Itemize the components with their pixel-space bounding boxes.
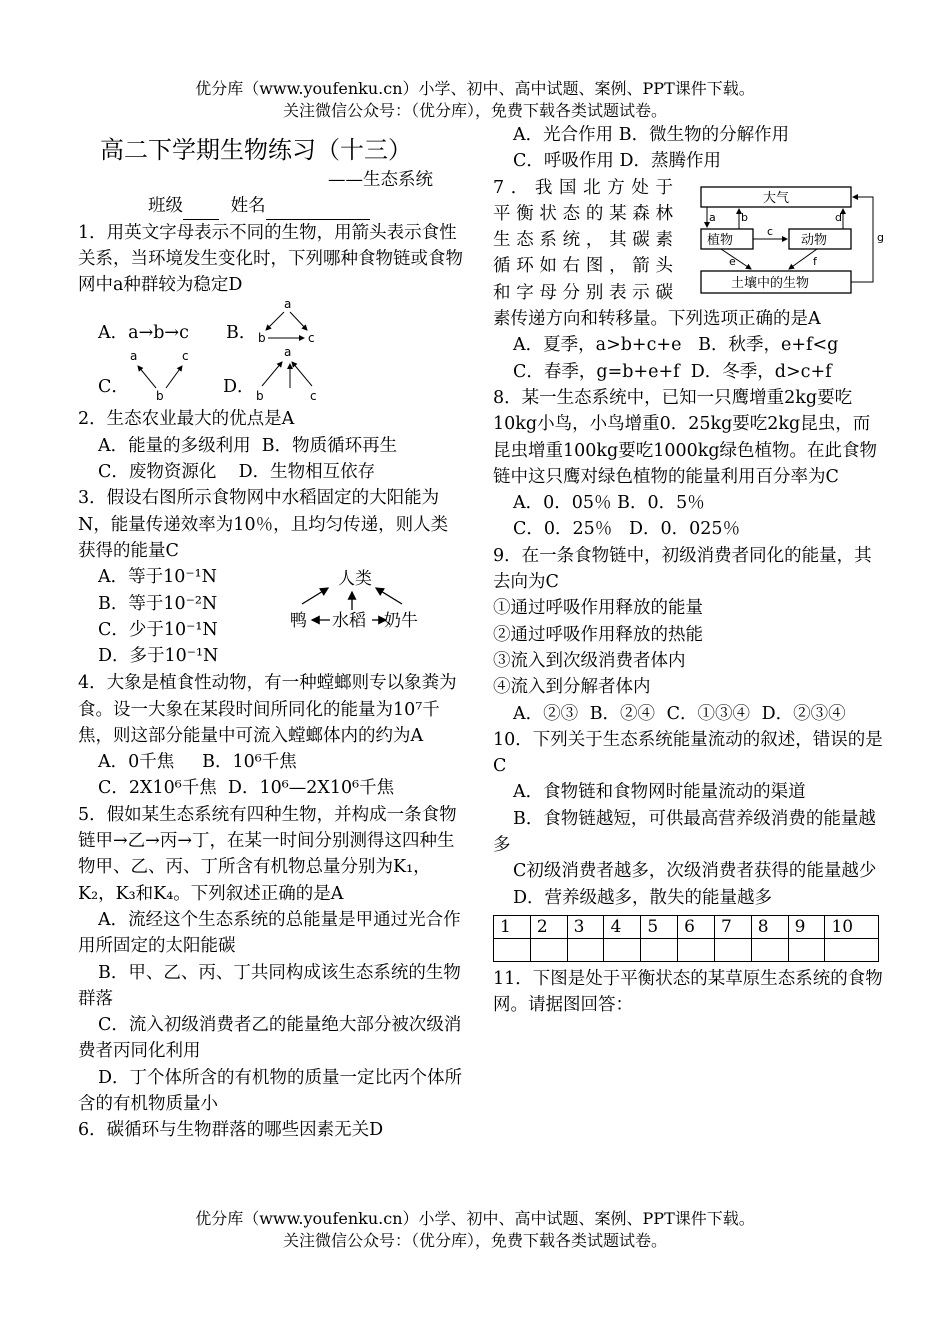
answer-cell[interactable] xyxy=(641,938,678,961)
q9-stem: 9．在一条食物链中，初级消费者同化的能量，其去向为C xyxy=(493,545,872,593)
q1d-node-b: b xyxy=(256,389,264,404)
answer-number: 1 xyxy=(494,915,531,938)
q7-stem-line-3: 生态系统，其碳素 xyxy=(493,230,673,251)
q2-options-row2 xyxy=(78,459,463,485)
footer xyxy=(0,1208,950,1252)
q10-option-c: C初级消费者越多，次级消费者获得的能量越少 xyxy=(513,861,877,882)
answer-cell[interactable] xyxy=(788,938,825,961)
q8-option-a: A．0．05％ xyxy=(513,493,612,514)
q10-option-b: B．食物链越短，可供最高营养级消费的能量越多 xyxy=(493,808,876,856)
q8-stem: 8．某一生态系统中，已知一只鹰增重2kg要吃10kg小鸟，小鸟增重0．25kg要吃2kg昆虫，而昆虫增重100kg要吃1000kg绿色植物。在此食物链中这只鹰对绿色植物的能量利用百分率为C xyxy=(493,387,878,487)
q7-options-row2 xyxy=(493,359,885,385)
q5-option-d: D．丁个体所含的有机物的质量一定比丙个体所含的有机物质量小 xyxy=(78,1067,463,1115)
q5-stem: 5．假如某生态系统有四种生物，并构成一条食物链甲→乙→丙→丁，在某一时间分别测得这四种生物甲、乙、丙、丁所含有机物总量分别为K₁，K₂，K₃和K₄。下列叙述正确的是A xyxy=(78,804,457,904)
answer-table xyxy=(493,915,879,962)
q1b-node-c: c xyxy=(308,331,315,346)
answer-table-header-row xyxy=(494,915,879,938)
answer-number: 9 xyxy=(788,915,825,938)
q8-option-d: D．0．025％ xyxy=(629,519,741,540)
q7-option-b: B．秋季，e+f<g xyxy=(698,335,839,356)
q7-option-a: A．夏季，a>b+c+e xyxy=(513,335,682,356)
q1c-node-b: b xyxy=(156,389,164,404)
q3-node-duck: 鸭 xyxy=(290,611,307,632)
q1-stem: 1．用英文字母表示不同的生物，用箭头表示食性关系，当环境发生变化时，下列哪种食物链或食物网中a种群较为稳定D xyxy=(78,222,463,296)
answer-cell[interactable] xyxy=(714,938,751,961)
answer-cell[interactable] xyxy=(678,938,715,961)
q1-option-a: A．a→b→c xyxy=(98,323,189,344)
q1b-node-b: b xyxy=(258,331,266,346)
q10-option-d: D．营养级越多，散失的能量越多 xyxy=(513,887,773,908)
q4-stem: 4．大象是植食性动物，有一种螳螂则专以象粪为食。设一大象在某段时间所同化的能量为10⁷千焦，则这部分能量中可流入螳螂体内的约为A xyxy=(78,673,457,746)
q7-node-plant: 植物 xyxy=(707,232,734,248)
answer-number: 5 xyxy=(641,915,678,938)
answer-cell[interactable] xyxy=(530,938,567,961)
q7-stem-line-2: 平衡状态的某森林 xyxy=(493,203,673,224)
q6-options-row2 xyxy=(493,148,885,174)
answer-cell[interactable] xyxy=(751,938,788,961)
q7-node-air: 大气 xyxy=(763,190,790,206)
q1-option-b: B． xyxy=(226,323,257,344)
q2-option-b: B．物质循环再生 xyxy=(261,435,398,456)
page-subtitle: ——生态系统 xyxy=(328,170,433,190)
q8-option-b: B．0．5％ xyxy=(617,493,705,514)
q1c-node-a: a xyxy=(130,350,138,364)
footer-line-1: 优分库（www.youfenku.cn）小学、初中、高中试题、案例、PPT课件下载。 xyxy=(195,1209,755,1228)
q6-stem: 6．碳循环与生物群落的哪些因素无关D xyxy=(78,1120,384,1141)
footer-line-2: 关注微信公众号：（优分库），免费下载各类试题试卷。 xyxy=(282,1231,667,1250)
q1-diagram-d xyxy=(250,344,330,404)
q7-carbon-cycle-diagram xyxy=(693,185,889,297)
q9-options: A．②③ B．②④ C．①③④ D．②③④ xyxy=(513,703,846,724)
header-line-2: 关注微信公众号：（优分库），免费下载各类试题试卷。 xyxy=(282,101,667,120)
q6-options-row1 xyxy=(493,122,885,148)
class-name-line xyxy=(148,193,463,219)
q1c-node-c: c xyxy=(182,350,189,364)
q1-option-c: C． xyxy=(98,377,129,398)
q7-block xyxy=(493,175,885,333)
answer-number: 7 xyxy=(714,915,751,938)
q11-stem: 11．下图是处于平衡状态的某草原生态系统的食物网。请据图回答： xyxy=(493,968,883,1016)
q9-item-1: ①通过呼吸作用释放的能量 xyxy=(493,598,703,619)
q6-option-b: B．微生物的分解作用 xyxy=(618,125,790,145)
q3-option-c: C．少于10⁻¹N xyxy=(98,619,218,640)
q8-options-row1 xyxy=(493,490,885,516)
q3-node-human: 人类 xyxy=(338,569,372,590)
q4-option-d: D．10⁶—2X10⁶千焦 xyxy=(227,778,395,799)
answer-cell[interactable] xyxy=(825,938,879,961)
q7-label-c: c xyxy=(767,224,774,238)
q3-options xyxy=(78,564,463,670)
name-label: 姓名 xyxy=(230,196,266,217)
answer-number: 6 xyxy=(678,915,715,938)
q1d-node-a: a xyxy=(284,345,292,360)
answer-number: 8 xyxy=(751,915,788,938)
q6-option-d: D．蒸腾作用 xyxy=(619,151,721,172)
q7-label-b: b xyxy=(741,210,748,224)
q7-stem-line-4: 循环如右图，箭头 xyxy=(493,256,673,277)
q6-option-a: A．光合作用 xyxy=(513,125,614,145)
q5-option-b: B．甲、乙、丙、丁共同构成该生态系统的生物群落 xyxy=(78,962,461,1009)
right-column xyxy=(493,122,885,1019)
q7-label-a: a xyxy=(709,210,716,224)
q7-stem-tail: 素传递方向和转移量。下列选项正确的是A xyxy=(493,309,821,330)
answer-cell[interactable] xyxy=(604,938,641,961)
answer-table-blank-row xyxy=(494,938,879,961)
q10-option-a: A．食物链和食物网时能量流动的渠道 xyxy=(513,782,806,803)
q7-option-d: D．冬季，d>c+f xyxy=(690,361,832,382)
q3-option-d: D．多于10⁻¹N xyxy=(98,646,219,667)
header-line-1: 优分库（www.youfenku.cn）小学、初中、高中试题、案例、PPT课件下载。 xyxy=(195,79,755,98)
q9-item-3: ③流入到次级消费者体内 xyxy=(493,650,686,671)
q7-node-animal: 动物 xyxy=(801,232,828,248)
class-blank[interactable] xyxy=(183,201,219,220)
q4-option-c: C．2X10⁶千焦 xyxy=(98,778,217,799)
q3-option-a: A．等于10⁻¹N xyxy=(98,567,217,588)
name-blank[interactable] xyxy=(266,201,370,220)
q9-item-2: ②通过呼吸作用释放的热能 xyxy=(493,624,703,645)
q7-option-c: C．春季，g=b+e+f xyxy=(513,361,680,382)
page-title: 高二下学期生物练习（十三） xyxy=(100,136,412,164)
q2-option-a: A．能量的多级利用 xyxy=(98,435,251,456)
answer-number: 10 xyxy=(825,915,879,938)
q8-option-c: C．0．25％ xyxy=(513,519,613,540)
q3-node-cow: 奶牛 xyxy=(384,611,418,632)
q7-label-e: e xyxy=(729,254,736,268)
q3-stem: 3．假设右图所示食物网中水稻固定的大阳能为N，能量传递效率为10％，且均匀传递，则人类获得的能量C xyxy=(78,488,449,561)
answer-cell[interactable] xyxy=(494,938,531,961)
q3-food-web-diagram xyxy=(284,568,424,632)
q9-item-4: ④流入到分解者体内 xyxy=(493,677,651,698)
q7-label-f: f xyxy=(813,254,817,268)
class-label: 班级 xyxy=(148,196,183,217)
q2-option-c: C．废物资源化 xyxy=(98,462,217,483)
q2-stem: 2．生态农业最大的优点是A xyxy=(78,409,295,430)
q1d-node-c: c xyxy=(310,389,317,404)
left-column xyxy=(78,135,463,1144)
q1-options xyxy=(78,298,463,406)
q7-stem-line-1: 7．我国北方处于 xyxy=(493,177,673,198)
q1b-node-a: a xyxy=(284,298,292,312)
q3-option-b: B．等于10⁻²N xyxy=(98,593,218,614)
q7-stem-line-5: 和字母分别表示碳 xyxy=(493,282,673,303)
q3-node-rice: 水稻 xyxy=(332,611,366,632)
q7-node-soil: 土壤中的生物 xyxy=(731,275,810,291)
q5-option-c: C．流入初级消费者乙的能量绝大部分被次级消费者丙同化利用 xyxy=(78,1015,462,1062)
q5-option-a: A．流经这个生态系统的总能量是甲通过光合作用所固定的太阳能碳 xyxy=(78,909,461,957)
q6-option-c: C．呼吸作用 xyxy=(513,151,614,172)
q4-option-b: B．10⁶千焦 xyxy=(202,752,297,773)
q4-options-row1 xyxy=(78,749,463,775)
q1-diagram-b xyxy=(252,298,322,346)
q8-options-row2 xyxy=(493,516,885,542)
q10-stem: 10．下列关于生态系统能量流动的叙述，错误的是C xyxy=(493,729,883,777)
q4-options-row2 xyxy=(78,775,463,801)
q2-options-row1 xyxy=(78,433,463,459)
answer-number: 4 xyxy=(604,915,641,938)
q2-option-d: D．生物相互依存 xyxy=(238,462,376,483)
q7-label-d: d xyxy=(835,210,842,224)
answer-number: 3 xyxy=(567,915,604,938)
answer-cell[interactable] xyxy=(567,938,604,961)
q1-diagram-c xyxy=(120,350,200,404)
q7-label-g: g xyxy=(877,230,884,244)
answer-number: 2 xyxy=(530,915,567,938)
q1-option-d: D． xyxy=(223,377,255,398)
q4-option-a: A．0千焦 xyxy=(98,752,175,773)
header xyxy=(0,78,950,122)
q7-options-row1 xyxy=(493,332,885,358)
